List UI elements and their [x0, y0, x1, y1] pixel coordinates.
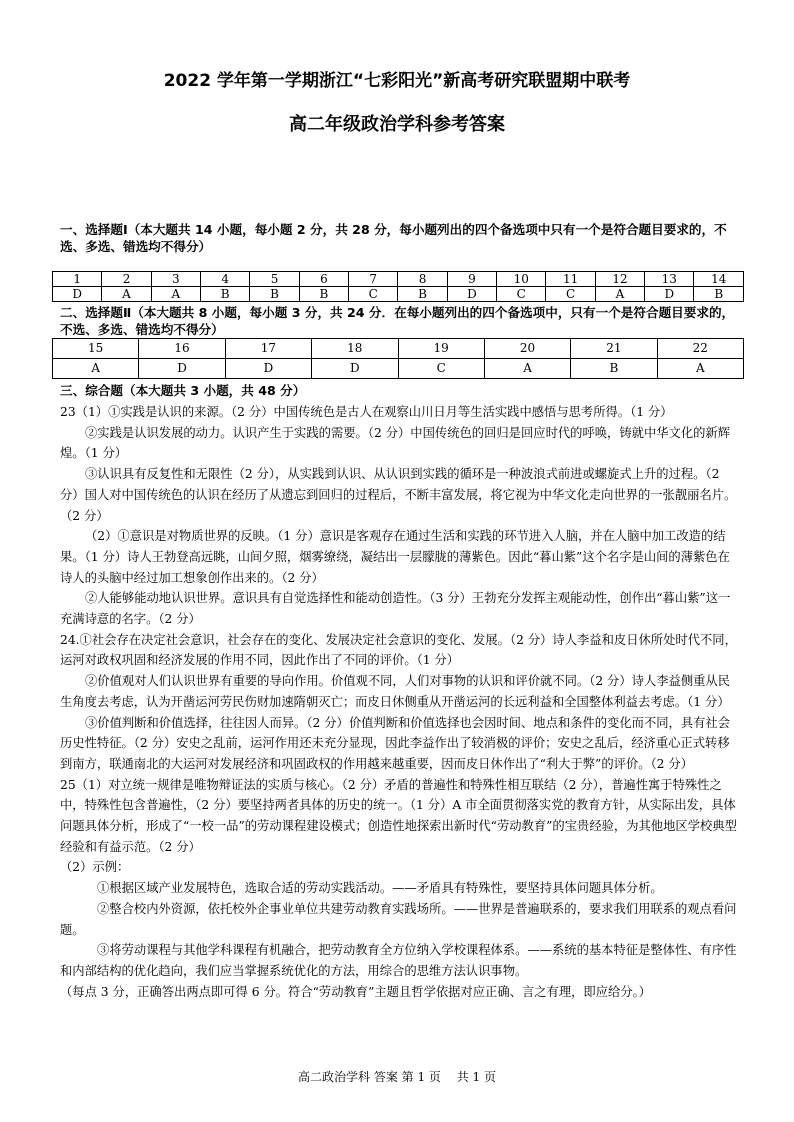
answer-cell: D	[447, 287, 496, 302]
answer-cell: C	[546, 287, 595, 302]
question-number-cell: 15	[53, 339, 139, 359]
section2-heading: 二、选择题Ⅱ（本大题共 8 小题，每小题 3 分，共 24 分．在每小题列出的四个备选项中，只有一个是符合题目要求的，不选、多选、错选均不得分）	[60, 305, 735, 337]
page-subtitle: 高二年级政治学科参考答案	[289, 114, 505, 135]
answer-cell: D	[53, 287, 102, 302]
question-number-cell: 22	[657, 339, 743, 359]
answer-table-1	[52, 271, 744, 302]
question-number-cell: 2	[102, 272, 151, 287]
q23-1-point3: ③认识具有反复性和无限性（2 分），从实践到认识、从认识到实践的循环是一种波浪式前进或螺旋式上升的过程。（2 分）国人对中国传统色的认识在经历了从遗忘到回归的过程后，不断丰富发展，将它视为中华文化走向世界的一张靓丽名片。（2 分）	[60, 467, 737, 523]
question-number-cell: 13	[645, 272, 694, 287]
question-number-cell: 11	[546, 272, 595, 287]
question-number-cell: 8	[398, 272, 447, 287]
question-number-cell: 21	[571, 339, 657, 359]
question-number-cell: 7	[349, 272, 398, 287]
question-number-cell: 6	[299, 272, 348, 287]
question-number-cell: 5	[250, 272, 299, 287]
question-number-cell: 17	[225, 339, 311, 359]
q25-2-label: （2）示例：	[60, 860, 130, 875]
q25-2-example3: ③将劳动课程与其他学科课程有机融合，把劳动教育全方位纳入学校课程体系。——系统的基本特征是整体性、有序性和内部结构的优化趋向，我们应当掌握系统优化的方法，用综合的思维方法认识事物。	[60, 943, 737, 978]
answer-cell: B	[398, 287, 447, 302]
answer-cell: A	[102, 287, 151, 302]
answer-cell: A	[595, 287, 644, 302]
page-title: 2022 学年第一学期浙江“七彩阳光”新高考研究联盟期中联考	[163, 71, 631, 91]
q25-2-example2: ②整合校内外资源，依托校外企事业单位共建劳动教育实践场所。——世界是普遍联系的，要求我们用联系的观点看问题。	[60, 901, 737, 937]
q23-1-point1: 23（1）①实践是认识的来源。（2 分）中国传统色是古人在观察山川日月等生活实践中感悟与思考所得。（1 分）	[60, 405, 673, 419]
question-number-cell: 10	[497, 272, 546, 287]
q24-point1: 24.①社会存在决定社会意识，社会存在的变化、发展决定社会意识的变化、发展。（2 分）诗人李益和皮日休所处时代不同，运河对政权巩固和经济发展的作用不同，因此作出了不同的评价。（1 分）	[60, 632, 737, 668]
answer-cell: D	[139, 359, 225, 379]
answer-cell: B	[299, 287, 348, 302]
answer-cell: C	[497, 287, 546, 302]
answer-cell: C	[349, 287, 398, 302]
section1-heading: 一、选择题Ⅰ（本大题共 14 小题，每小题 2 分，共 28 分，每小题列出的四个备选项中只有一个是符合题目要求的，不选、多选、错选均不得分）	[60, 222, 727, 254]
answer-cell: A	[151, 287, 200, 302]
answer-cell: C	[398, 359, 484, 379]
answer-cell: B	[250, 287, 299, 302]
scoring-note: （每点 3 分，正确答出两点即可得 6 分。符合“劳动教育”主题且哲学依据对应正确、言之有理，即应给分。）	[60, 984, 652, 999]
answer-cell: D	[645, 287, 694, 302]
question-number-cell: 19	[398, 339, 484, 359]
q23-2-point1: （2）①意识是对物质世界的反映。（1 分）意识是客观存在通过生活和实践的环节进入人脑，并在人脑中加工改造的结果。（1 分）诗人王勃登高远眺，山间夕照，烟雾缭绕，凝结出一层朦胧的薄紫色。因此“暮山紫”这个名字是山间的薄紫色在诗人的头脑中经过加工想象创作出来的。（2 分）	[60, 529, 730, 585]
question-number-cell: 12	[595, 272, 644, 287]
question-number-cell: 16	[139, 339, 225, 359]
q23-2-point2: ②人能够能动地认识世界。意识具有自觉选择性和能动创造性。（3 分）王勃充分发挥主观能动性，创作出“暮山紫”这一充满诗意的名字。（2 分）	[60, 591, 731, 627]
answer-cell: A	[657, 359, 743, 379]
answer-cell: A	[484, 359, 570, 379]
q25-1: 25（1）对立统一规律是唯物辩证法的实质与核心。（2 分）矛盾的普遍性和特殊性相互联结（2 分），普遍性寓于特殊性之中，特殊性包含普遍性，（2 分）要坚持两者具体的历史的统一。（1 分）A 市全面贯彻落实党的教育方针，从实际出发，具体问题具体分析，形成了“一校一品”的劳动课程建设模式；创造性地探索出新时代“劳动教育”的宝贵经验，为其他地区学校典型经验和有益示范。（2 分）	[60, 777, 737, 854]
answer-cell: B	[201, 287, 250, 302]
answer-cell: B	[571, 359, 657, 379]
answer-cell: A	[53, 359, 139, 379]
page-footer: 高二政治学科 答案 第 1 页 共 1 页	[298, 1070, 496, 1084]
question-number-cell: 4	[201, 272, 250, 287]
answer-body	[60, 402, 740, 1002]
answer-cell: B	[694, 287, 744, 302]
question-number-cell: 9	[447, 272, 496, 287]
q25-2-example1: ①根据区域产业发展特色，选取合适的劳动实践活动。——矛盾具有特殊性，要坚持具体问题具体分析。	[97, 881, 663, 896]
answer-table-2	[52, 338, 744, 379]
q24-point3: ③价值判断和价值选择，往往因人而异。（2 分）价值判断和价值选择也会因时间、地点和条件的变化而不同，具有社会历史性特征。（2 分）安史之乱前，运河作用还未充分显现，因此李益作出了较消极的评价；安史之乱后，经济重心正式转移到南方，联通南北的大运河对发展经济和巩固政权的作用越来越重要，因而皮日休作出了“利大于弊”的评价。（2 分）	[60, 715, 731, 771]
answer-cell: D	[312, 359, 398, 379]
q24-point2: ②价值观对人们认识世界有重要的导向作用。价值观不同，人们对事物的认识和评价就不同。（2 分）诗人李益侧重从民生角度去考虑，认为开凿运河劳民伤财加速隋朝灭亡；而皮日休侧重从开凿运河的长远利益和全国整体利益去考虑。（1 分）	[60, 674, 731, 709]
question-number-cell: 18	[312, 339, 398, 359]
question-number-cell: 20	[484, 339, 570, 359]
q23-1-point2: ②实践是认识发展的动力。认识产生于实践的需要。（2 分）中国传统色的回归是回应时代的呼唤，铸就中华文化的新辉煌。（1 分）	[60, 425, 731, 461]
question-number-cell: 3	[151, 272, 200, 287]
question-number-cell: 1	[53, 272, 102, 287]
answer-cell: D	[225, 359, 311, 379]
question-number-cell: 14	[694, 272, 744, 287]
section3-heading: 三、综合题（本大题共 3 小题，共 48 分）	[60, 383, 306, 398]
